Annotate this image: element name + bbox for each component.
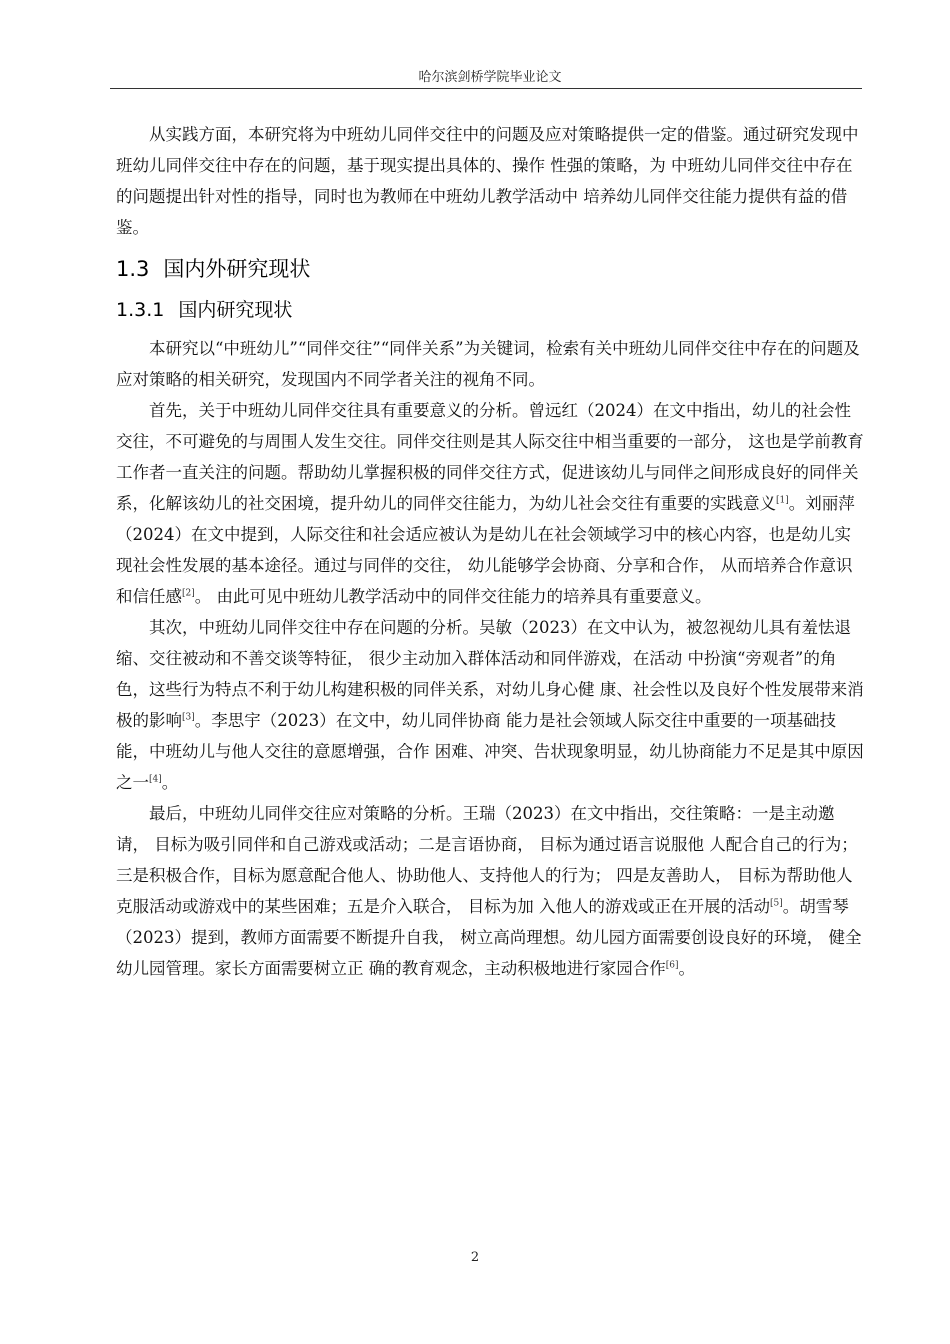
citation-ref-5[interactable]: [5] [770, 898, 783, 909]
paragraph-text: 其次，中班幼儿同伴交往中存在问题的分析。吴敏（2023）在文中认为，被忽视幼儿具有羞怯退缩、交往被动和不善交谈等特征， 很少主动加入群体活动和同伴游戏，在活动 中扮演“旁观者”的角色，这些行为特点不利于幼儿构建积极的同伴关系，对幼儿身心健 康、社会性以及良好个性发展带来消极的影响 [116, 618, 864, 730]
paragraph-significance [116, 395, 866, 612]
subsection-number: 1.3.1 [116, 299, 165, 321]
page-number: 2 [470, 1250, 480, 1265]
header-rule [110, 88, 862, 89]
citation-ref-3[interactable]: [3] [182, 712, 195, 723]
paragraph-text: 。刘丽萍（2024）在文中提到，人际交往和社会适应被认为是幼儿在社会领域学习中的核心内容，也是幼儿实现社会性发展的基本途径。通过与同伴的交往， 幼儿能够学会协商、分享和合作， 从而培养合作意识和信任感 [116, 494, 855, 606]
paragraph-problems [116, 612, 866, 798]
section-heading [116, 251, 866, 287]
paragraph-keywords: 本研究以“中班幼儿”“同伴交往”“同伴关系”为关键词，检索有关中班幼儿同伴交往中存在的问题及应对策略的相关研究，发现国内不同学者关注的视角不同。 [116, 339, 860, 389]
citation-ref-2[interactable]: [2] [182, 588, 195, 599]
paragraph-strategies [116, 798, 866, 984]
paragraph-text: 。李思宇（2023）在文中，幼儿同伴协商 能力是社会领域人际交往中重要的一项基础技能，中班幼儿与他人交往的意愿增强，合作 困难、冲突、告状现象明显，幼儿协商能力不足是其中原因之一 [116, 711, 864, 792]
section-title: 国内外研究现状 [163, 257, 311, 281]
subsection-title: 国内研究现状 [178, 299, 293, 321]
paragraph-text: 首先，关于中班幼儿同伴交往具有重要意义的分析。曾远红（2024）在文中指出，幼儿的社会性交往，不可避免的与周围人发生交往。同伴交往则是其人际交往中相当重要的一部分， 这也是学前教育工作者一直关注的问题。帮助幼儿掌握积极的同伴交往方式，促进该幼儿与同伴之间形成良好的同伴关系，化解该幼儿的社交困境，提升幼儿的同伴交往能力，为幼儿社会交往有重要的实践意义 [116, 401, 864, 513]
paragraph-text: 。 [161, 773, 179, 792]
paragraph-text: 。 由此可见中班幼儿教学活动中的同伴交往能力的培养具有重要意义。 [194, 587, 712, 606]
page-body [116, 119, 866, 984]
paragraph-text: 。胡雪琴（2023）提到，教师方面需要不断提升自我， 树立高尚理想。幼儿园方面需要创设良好的环境， 健全幼儿园管理。家长方面需要树立正 确的教育观念，主动积极地进行家园合作 [116, 897, 862, 978]
paragraph-text: 。 [678, 959, 695, 978]
citation-ref-4[interactable]: [4] [149, 774, 162, 785]
subsection-heading [116, 293, 866, 327]
paragraph-text: 最后，中班幼儿同伴交往应对策略的分析。王瑞（2023）在文中指出，交往策略：一是主动邀请， 目标为吸引同伴和自己游戏或活动；二是言语协商， 目标为通过语言说服他 人配合自己的行为；三是积极合作，目标为愿意配合他人、协助他人、支持他人的行为； 四是友善助人， 目标为帮助他人克服活动或游戏中的某些困难；五是介入联合， 目标为加 入他人的游戏或正在开展的活动 [116, 804, 858, 916]
running-header: 哈尔滨剑桥学院毕业论文 [418, 70, 562, 85]
citation-ref-1[interactable]: [1] [776, 495, 789, 506]
citation-ref-6[interactable]: [6] [665, 960, 679, 971]
intro-paragraph: 从实践方面，本研究将为中班幼儿同伴交往中的问题及应对策略提供一定的借鉴。通过研究发现中班幼儿同伴交往中存在的问题，基于现实提出具体的、操作 性强的策略，为 中班幼儿同伴交往中存在的问题提出针对性的指导，同时也为教师在中班幼儿教学活动中 培养幼儿同伴交往能力提供有益的借鉴。 [116, 125, 859, 237]
section-number: 1.3 [116, 257, 150, 281]
